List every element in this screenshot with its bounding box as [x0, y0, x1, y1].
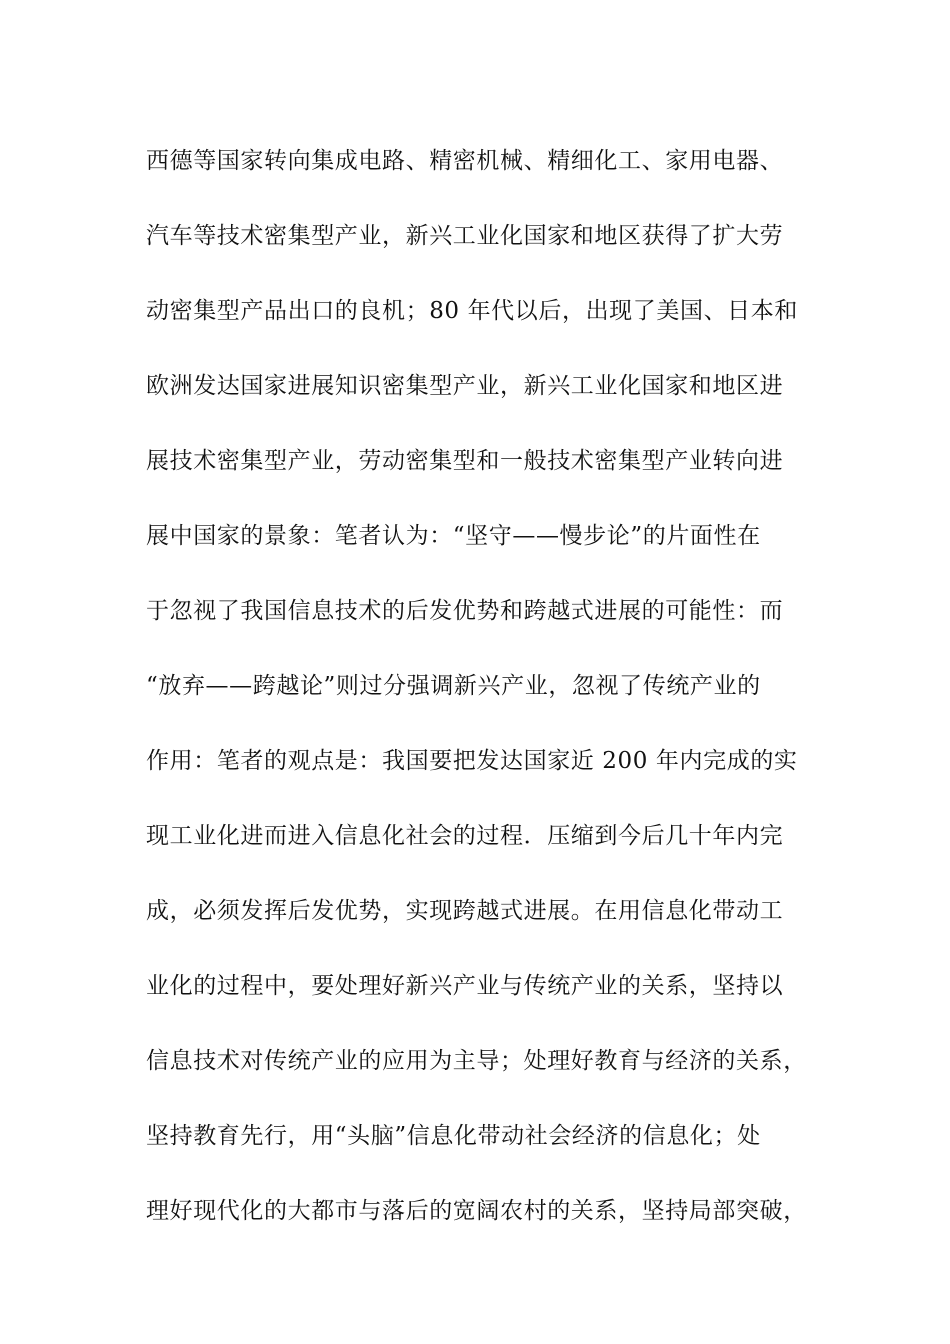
text-line: 展技术密集型产业，劳动密集型和一般技术密集型产业转向进 [146, 448, 784, 474]
text-line: 汽车等技术密集型产业，新兴工业化国家和地区获得了扩大劳 [146, 223, 784, 249]
text-line: 作用：笔者的观点是：我国要把发达国家近 200 年内完成的实 [146, 748, 798, 774]
text-line: 西德等国家转向集成电路、精密机械、精细化工、家用电器、 [146, 148, 784, 174]
text-line: 现工业化进而进入信息化社会的过程．压缩到今后几十年内完 [146, 823, 784, 849]
text-line: 于忽视了我国信息技术的后发优势和跨越式进展的可能性：而 [146, 598, 784, 624]
text-line: 动密集型产品出口的良机；80 年代以后，出现了美国、日本和 [146, 298, 798, 324]
text-line: 欧洲发达国家进展知识密集型产业，新兴工业化国家和地区进 [146, 373, 784, 399]
text-line: “放弃——跨越论”则过分强调新兴产业，忽视了传统产业的 [146, 673, 761, 699]
text-line: 坚持教育先行，用“头脑”信息化带动社会经济的信息化；处 [146, 1123, 761, 1149]
body-text [146, 132, 826, 1257]
text-line: 业化的过程中，要处理好新兴产业与传统产业的关系，坚持以 [146, 973, 784, 999]
text-line: 展中国家的景象：笔者认为：“坚守——慢步论”的片面性在 [146, 523, 761, 549]
text-line: 成，必须发挥后发优势，实现跨越式进展。在用信息化带动工 [146, 898, 784, 924]
text-line: 信息技术对传统产业的应用为主导；处理好教育与经济的关系， [146, 1048, 807, 1074]
text-line: 理好现代化的大都市与落后的宽阔农村的关系，坚持局部突破， [146, 1198, 807, 1224]
